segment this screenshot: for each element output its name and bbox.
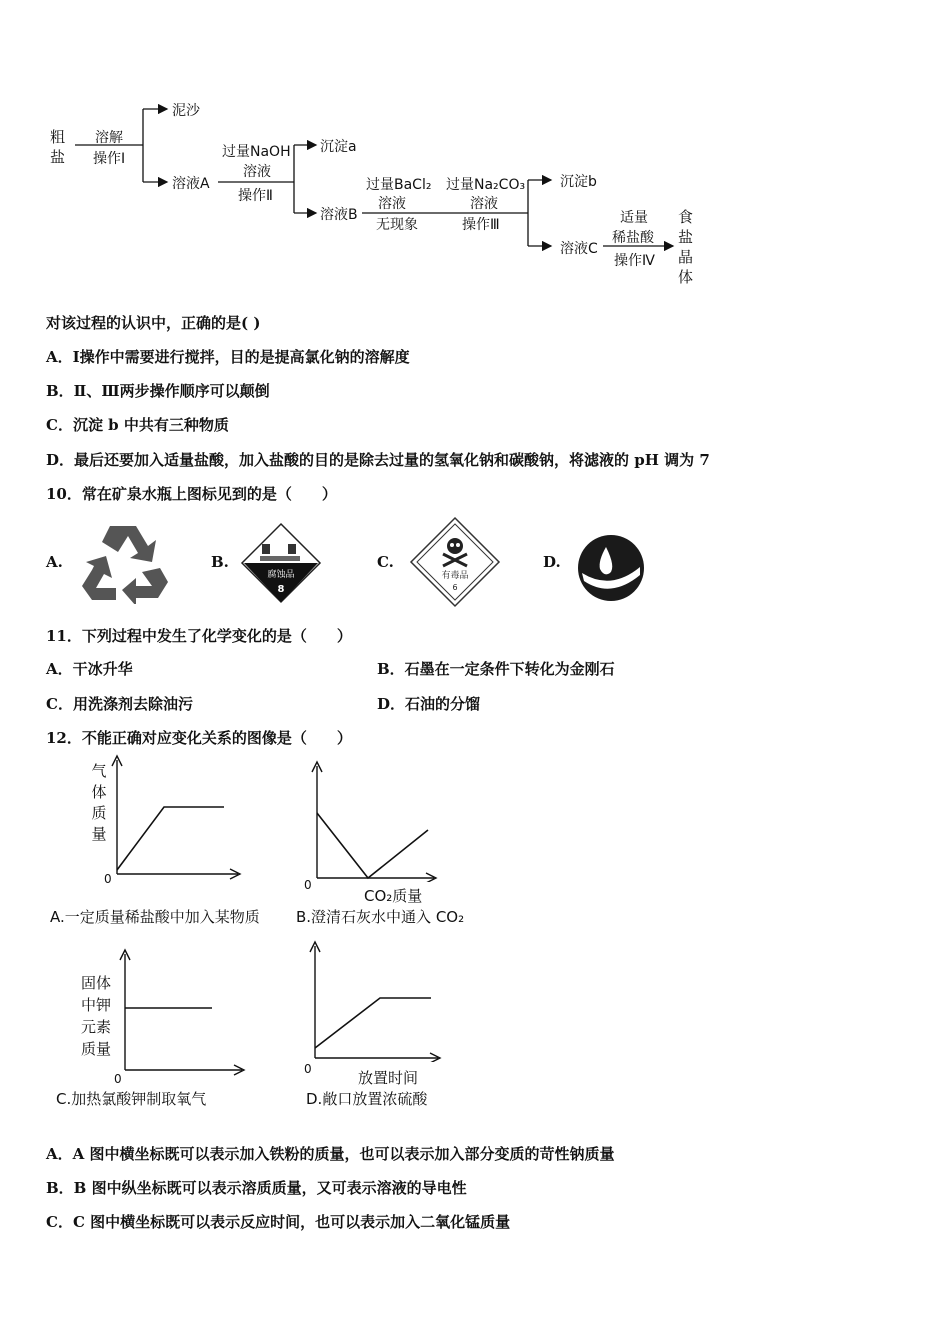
- op3-label: 操作Ⅲ: [462, 217, 500, 233]
- graph-c-caption: C.加热氯酸钾制取氧气: [56, 1090, 207, 1108]
- q10-letter-b: B.: [211, 553, 229, 571]
- q11-option-a: A．干冰升华: [46, 660, 133, 678]
- solution-a-label: 溶液A: [172, 176, 210, 192]
- graph-b-plot: [300, 758, 440, 882]
- na2co3-solution-label: 溶液: [470, 196, 498, 212]
- op2-label: 操作Ⅱ: [238, 188, 273, 204]
- precipitate-b-label: 沉淀b: [560, 174, 597, 190]
- graph-c-ylabel: 固体中钾元素质量: [81, 974, 112, 1058]
- dissolve-label: 溶解: [95, 130, 123, 146]
- op4-label: 操作Ⅳ: [614, 253, 655, 269]
- graph-a-origin: 0: [104, 872, 112, 886]
- no-phenomenon-label: 无现象: [376, 217, 418, 233]
- water-saving-icon: [576, 533, 646, 603]
- q9-option-a: A．Ⅰ操作中需要进行搅拌，目的是提高氯化钠的溶解度: [46, 348, 410, 366]
- bacl2-solution-label: 溶液: [378, 196, 406, 212]
- q11-option-d: D．石油的分馏: [377, 695, 481, 713]
- q11-stem: 11．下列过程中发生了化学变化的是（ ）: [46, 627, 352, 645]
- q10-letter-c: C.: [377, 553, 394, 571]
- naoh-reagent-label: 过量NaOH: [222, 144, 291, 160]
- mud-sand-label: 泥沙: [172, 103, 200, 119]
- hcl-amount-label: 适量: [620, 210, 648, 226]
- q9-stem: 对该过程的认识中，正确的是( ): [46, 314, 261, 332]
- hcl-name-label: 稀盐酸: [612, 230, 654, 246]
- corrosive-number: 8: [277, 584, 285, 595]
- graph-c-origin: 0: [114, 1072, 122, 1086]
- solution-word-label: 溶液: [243, 164, 271, 180]
- salt-crystal-label: 食盐晶体: [678, 208, 694, 286]
- graph-a-plot: [100, 752, 245, 882]
- corrosive-hazard-icon: [240, 522, 322, 604]
- toxic-hazard-icon: [409, 516, 501, 608]
- q11-option-b: B．石墨在一定条件下转化为金刚石: [377, 660, 615, 678]
- op1-label: 操作Ⅰ: [93, 151, 126, 167]
- graph-b-origin: 0: [304, 878, 312, 892]
- graph-a-ylabel: 气体质量: [91, 762, 107, 843]
- na2co3-reagent-label: 过量Na₂CO₃: [446, 177, 526, 193]
- crude-salt-label: 粗盐: [50, 128, 66, 166]
- q11-option-c: C．用洗涤剂去除油污: [46, 695, 193, 713]
- q10-letter-a: A.: [46, 553, 63, 571]
- graph-b-caption: B.澄清石灰水中通入 CO₂: [296, 908, 465, 926]
- solution-b-label: 溶液B: [320, 207, 358, 223]
- toxic-number: 6: [452, 583, 458, 592]
- toxic-text: 有毒品: [441, 571, 469, 581]
- q10-letter-d: D.: [543, 553, 561, 571]
- graph-b-xlabel: CO₂质量: [364, 887, 423, 905]
- q9-option-d: D．最后还要加入适量盐酸，加入盐酸的目的是除去过量的氢氧化钠和碳酸钠，将滤液的 pH 调为 7: [46, 451, 710, 469]
- graph-c-plot: [108, 946, 248, 1076]
- q9-option-b: B．Ⅱ、Ⅲ两步操作顺序可以颠倒: [46, 382, 270, 400]
- flowchart-lines: [0, 0, 950, 300]
- recycle-icon: [78, 522, 170, 604]
- q9-option-c: C．沉淀 b 中共有三种物质: [46, 416, 229, 434]
- q12-option-b: B．B 图中纵坐标既可以表示溶质质量，又可表示溶液的导电性: [46, 1179, 467, 1197]
- solution-c-label: 溶液C: [560, 241, 598, 257]
- precipitate-a-label: 沉淀a: [320, 139, 357, 155]
- q12-option-c: C．C 图中横坐标既可以表示反应时间，也可以表示加入二氧化锰质量: [46, 1213, 511, 1231]
- graph-d-caption: D.敞口放置浓硫酸: [306, 1090, 428, 1108]
- graph-d-origin: 0: [304, 1062, 312, 1076]
- graph-d-xlabel: 放置时间: [358, 1069, 419, 1087]
- corrosive-text: 腐蚀品: [267, 570, 295, 580]
- q12-option-a: A．A 图中横坐标既可以表示加入铁粉的质量，也可以表示加入部分变质的苛性钠质量: [46, 1145, 615, 1163]
- graph-d-plot: [300, 938, 445, 1062]
- q12-stem: 12．不能正确对应变化关系的图像是（ ）: [46, 729, 352, 747]
- graph-a-caption: A.一定质量稀盐酸中加入某物质: [50, 908, 260, 926]
- bacl2-reagent-label: 过量BaCl₂: [366, 177, 432, 193]
- q10-stem: 10．常在矿泉水瓶上图标见到的是（ ）: [46, 485, 337, 503]
